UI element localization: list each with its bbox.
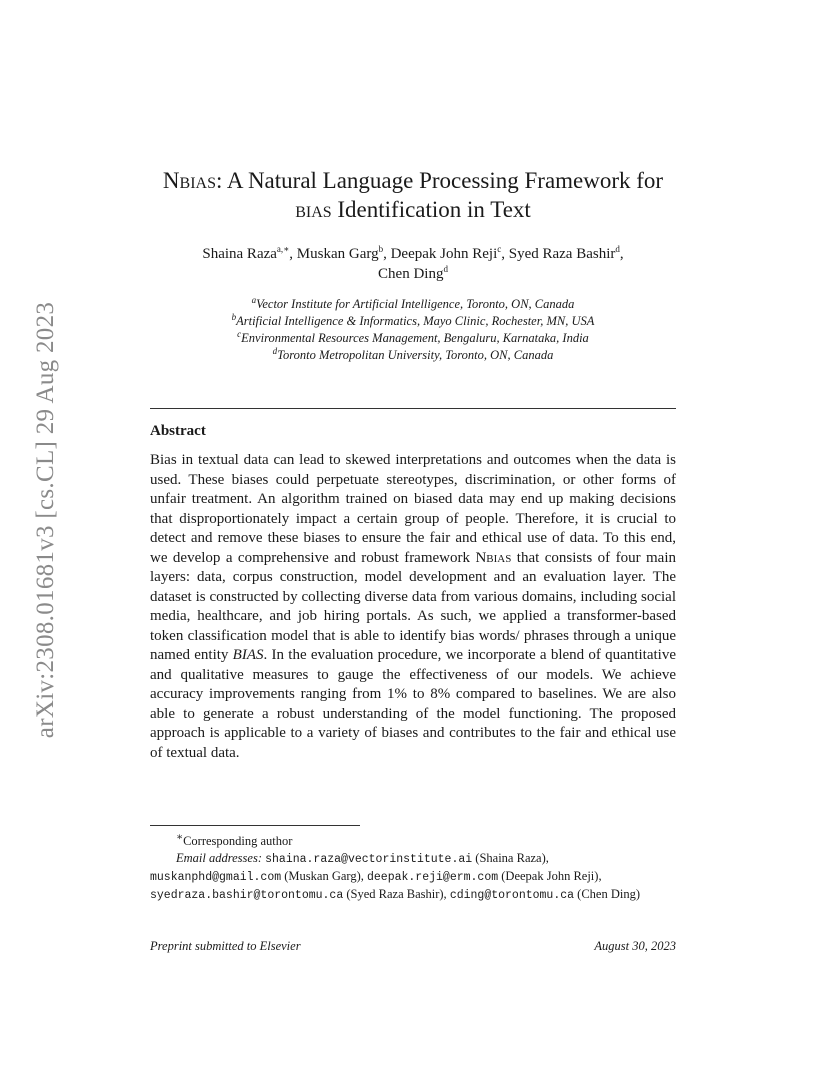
affiliation: $^b$Artificial Intelligence & Informatics, Mayo Clinic, Rochester, MN, USA: [231, 311, 595, 328]
author: Deepak John Reji$^c$,: [390, 244, 509, 262]
affiliation-list: [150, 296, 676, 364]
title-framework-name: Nbias: [162, 168, 216, 193]
author: Muskan Garg$^b$,: [296, 244, 391, 262]
title-line2: Identification in Text: [331, 197, 531, 222]
author: Syed Raza Bashir$^d$,: [508, 244, 624, 262]
submission-date: August 30, 2023: [594, 939, 676, 953]
author-list: [150, 244, 676, 284]
corresponding-author-note: ∗Corresponding author: [176, 832, 293, 849]
abstract-framework-name: Nbias: [475, 549, 512, 566]
arxiv-identifier: arXiv:2308.01681v3 [cs.CL] 29 Aug 2023: [32, 301, 59, 739]
title-bias-word: bias: [295, 197, 332, 222]
affiliation: $^c$Environmental Resources Management, Bengaluru, Karnataka, India: [237, 328, 589, 345]
author: Shaina Raza$^{a,∗}$,: [202, 244, 297, 262]
email-link[interactable]: cding@torontomu.ca: [449, 889, 575, 903]
email-link[interactable]: shaina.raza@vectorinstitute.ai: [265, 853, 473, 867]
abstract-heading: Abstract: [150, 423, 206, 439]
email-link[interactable]: muskanphd@gmail.com: [150, 871, 282, 885]
footnote-rule: [150, 825, 360, 826]
preprint-note: Preprint submitted to Elsevier: [150, 939, 301, 953]
affiliation: $^d$Toronto Metropolitan University, Toronto, ON, Canada: [272, 345, 554, 362]
bias-entity-label: BIAS: [232, 647, 264, 663]
abstract-text: Bias in textual data can lead to skewed interpretations and outcomes when the data is used. These biases could perpetuate stereotypes, discrimination, or other forms of unfair treatment. An algorithm trained on biased data may end up making decisions that disproportionately impact a certain group of people. Therefore, it is crucial to detect and remove these biases to ensure the fair and ethical use of data. To this end, we develop a comprehensive and robust framework Nbias that consists of four main layers: data, corpus construction, model development and an evaluation layer. The dataset is constructed by collecting diverse data from various domains, including social media, healthcare, and job hiring portals. As such, we applied a transformer-based token classification model that is able to identify bias words/ phrases through a unique named entity BIAS. In the evaluation procedure, we incorporate a blend of quantitative and qualitative measures to gauge the effectiveness of our models. We achieve accuracy improvements ranging from 1% to 8% compared to baselines. We are also able to generate a robust understanding of the model functioning. The proposed approach is applicable to a variety of biases and contributes to the fair and ethical use of textual data.: [150, 452, 676, 761]
email-addresses: Email addresses: shaina.raza@vectorinstitute.ai (Shaina Raza), muskanphd@gmail.com (Muskan Garg), deepak.reji@erm.com (Deepak John Reji), syedraza.bashir@torontomu.ca (Syed Raza Bashir), cding@torontomu.ca (Chen Ding): [150, 851, 641, 903]
abstract-top-rule: [150, 408, 676, 409]
paper-title: [140, 166, 686, 224]
title-line1: : A Natural Language Processing Framework for: [215, 168, 664, 193]
footnote: [150, 829, 676, 904]
author: Chen Ding$^d$: [378, 264, 448, 282]
affiliation: $^a$Vector Institute for Artificial Intelligence, Toronto, ON, Canada: [251, 294, 575, 311]
email-link[interactable]: deepak.reji@erm.com: [367, 871, 499, 885]
email-link[interactable]: syedraza.bashir@torontomu.ca: [150, 889, 344, 903]
